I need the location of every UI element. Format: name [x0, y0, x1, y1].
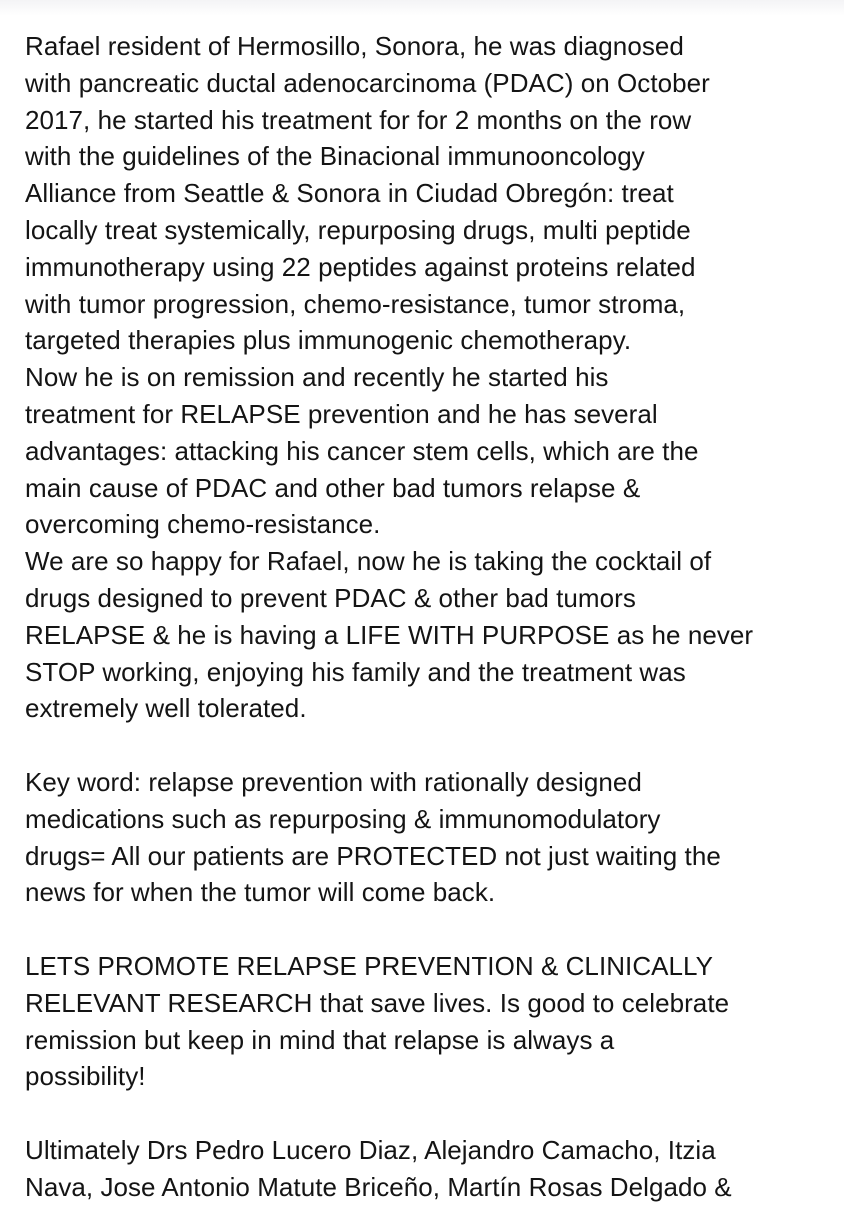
- paragraph-gap: [25, 727, 837, 764]
- top-edge-strip: [0, 0, 844, 16]
- paragraph-call-to-action: LETS PROMOTE RELAPSE PREVENTION & CLINICALLY RELEVANT RESEARCH that save lives. Is good to celebrate remission but keep in mind that relapse is always a possibility!: [25, 950, 730, 1092]
- paragraph-gap: [25, 911, 837, 948]
- paragraph-story: Rafael resident of Hermosillo, Sonora, he was diagnosed with pancreatic ductal adenocarcinoma (PDAC) on October 2017, he started his treatment for for 2 months on the row with the guidelines of the Binacional immunooncology Alliance from Seattle & Sonora in Ciudad Obregón: treat locally treat systemically, repurposing drugs, multi peptide immunotherapy using 22 peptides against proteins related with tumor progression, chemo-resistance, tumor stroma, targeted therapies plus immunogenic chemotherapy. Now he is on remission and recently he started his treatment for RELAPSE prevention and he has several advantages: attacking his cancer stem cells, which are the main cause of PDAC and other bad tumors relapse & overcoming chemo-resistance. We are so happy for Rafael, now he is taking the cocktail of drugs designed to prevent PDAC & other bad tumors RELAPSE & he is having a LIFE WITH PURPOSE as he never STOP working, enjoying his family and the treatment was extremely well tolerated.: [25, 31, 754, 724]
- post-body: [25, 28, 837, 1206]
- paragraph-gap: [25, 1095, 837, 1132]
- paragraph-key-word: Key word: relapse prevention with rationally designed medications such as repurposing & immunomodulatory drugs= All our patients are PROTECTED not just waiting the news for when the tumor will come back.: [25, 766, 721, 908]
- paragraph-acknowledgements: Ultimately Drs Pedro Lucero Diaz, Alejandro Camacho, Itzia Nava, Jose Antonio Matute Briceño, Martín Rosas Delgado &: [25, 1134, 732, 1202]
